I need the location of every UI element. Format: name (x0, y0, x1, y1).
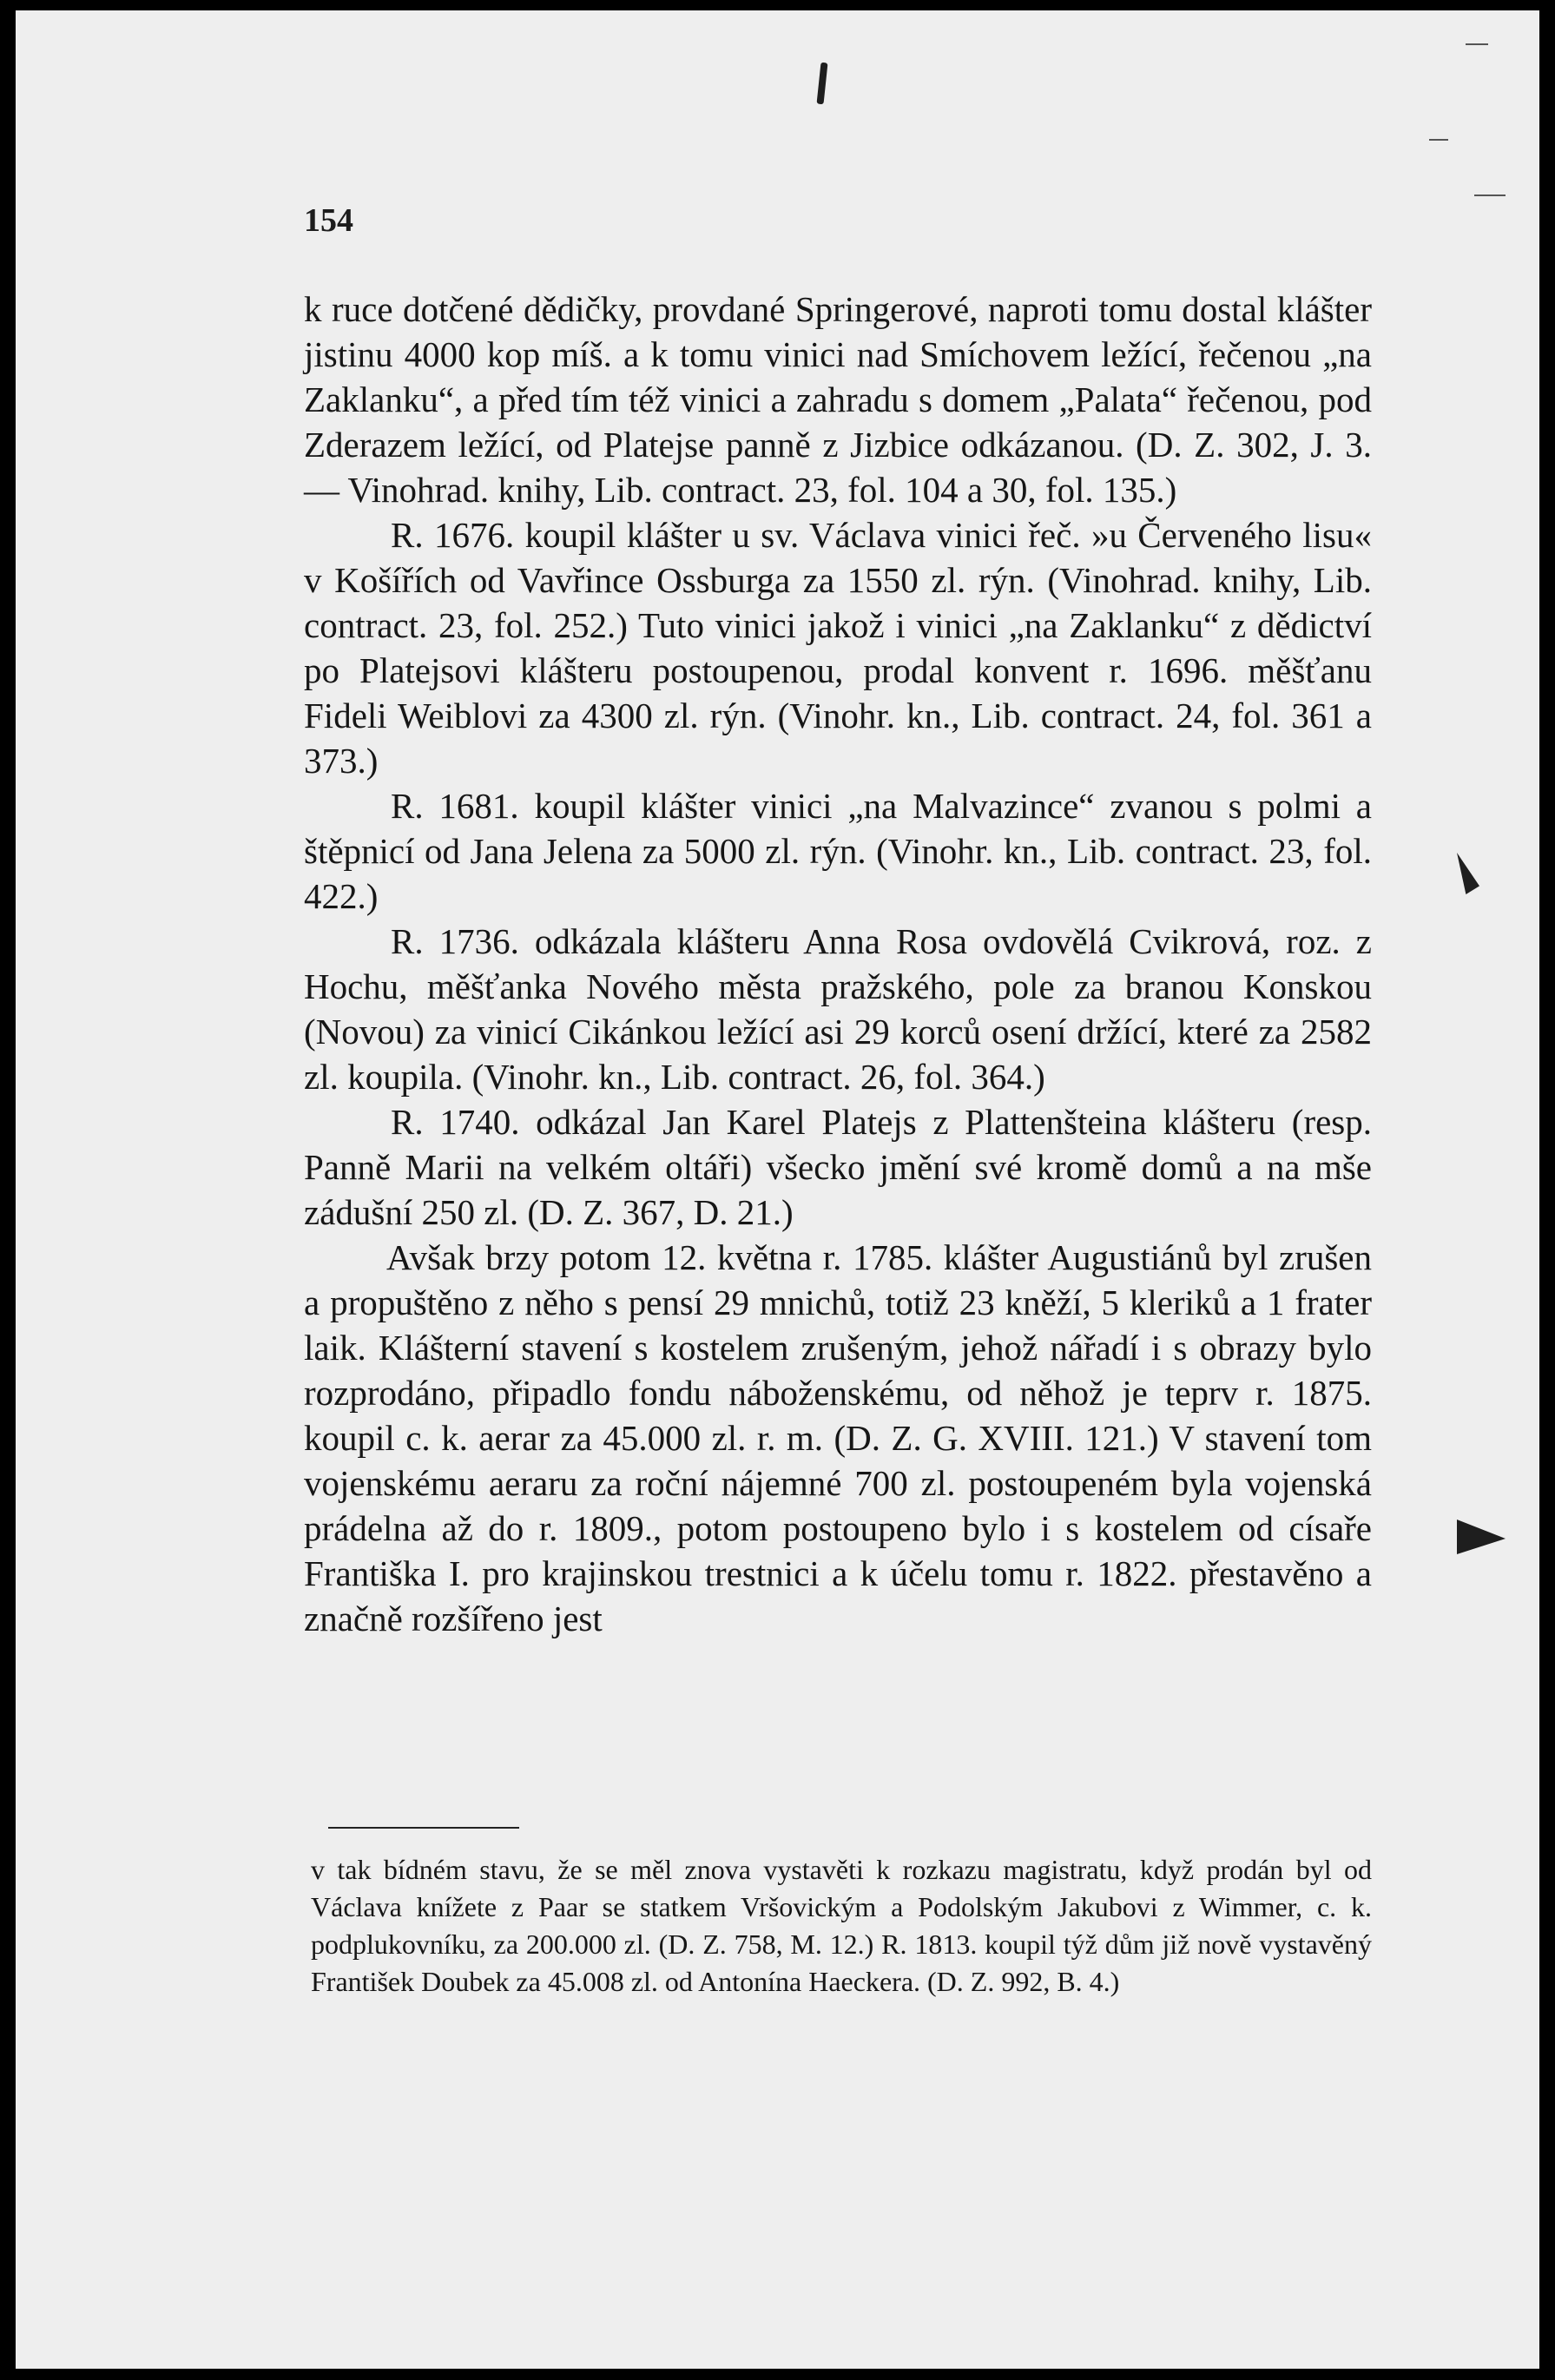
scan-speck (1474, 194, 1506, 196)
scan-speck (1429, 139, 1448, 141)
body-text (304, 287, 1372, 1641)
scan-mark-top (817, 63, 828, 105)
scanned-page (16, 10, 1539, 2369)
paragraph: R. 1681. koupil klášter vinici „na Malvazince“ zvanou s polmi a štěpnicí od Jana Jelena za 5000 zl. rýn. (Vinohr. kn., Lib. contract. 23, fol. 422.) (304, 786, 1372, 916)
paragraph: R. 1740. odkázal Jan Karel Platejs z Plattenšteina klášteru (resp. Panně Marii na velkém oltáři) všecko jmění své kromě domů a na mše zádušní 250 zl. (D. Z. 367, D. 21.) (304, 1102, 1372, 1232)
scan-mark-right (1457, 853, 1479, 894)
scan-speck (1466, 43, 1488, 45)
footnote-rule (328, 1827, 519, 1829)
footnote-text: v tak bídném stavu, že se měl znova vystavěti k rozkazu magistratu, když prodán byl od Václava knížete z Paar se statkem Vršovickým a Podolským Jakubovi z Wimmer, c. k. podplukovníku, za 200.000 zl. (D. Z. 758, M. 12.) R. 1813. koupil týž dům již nově vystavěný František Doubek za 45.008 zl. od Antonína Haeckera. (D. Z. 992, B. 4.) (311, 1854, 1372, 1997)
paragraph: R. 1676. koupil klášter u sv. Václava vinici řeč. »u Červeného lisu« v Košířích od Vavřince Ossburga za 1550 zl. rýn. (Vinohrad. knihy, Lib. contract. 23, fol. 252.) Tuto vinici jakož i vinici „na Zaklanku“ z dědictví po Platejsovi klášteru postoupenou, prodal konvent r. 1696. měšťanu Fideli Weiblovi za 4300 zl. rýn. (Vinohr. kn., Lib. contract. 24, fol. 361 a 373.) (304, 515, 1372, 781)
footnote (311, 1851, 1372, 2001)
page-number: 154 (304, 202, 353, 239)
scan-mark-right-lower (1457, 1520, 1506, 1554)
paragraph: Avšak brzy potom 12. května r. 1785. klášter Augustiánů byl zrušen a propuštěno z něho s pensí 29 mnichů, totiž 23 kněží, 5 kleriků a 1 frater laik. Klášterní stavení s kostelem zrušeným, jehož nářadí i s obrazy bylo rozprodáno, připadlo fondu náboženskému, od něhož je teprv r. 1875. koupil c. k. aerar za 45.000 zl. r. m. (D. Z. G. XVIII. 121.) V stavení tom vojenskému aeraru za roční nájemné 700 zl. postoupeném byla vojenská prádelna až do r. 1809., potom postoupeno bylo i s kostelem od císaře Františka I. pro krajinskou trestnici a k účelu tomu r. 1822. přestavěno a značně rozšířeno jest (304, 1237, 1372, 1638)
paragraph: k ruce dotčené dědičky, provdané Springerové, naproti tomu dostal klášter jistinu 4000 kop míš. a k tomu vinici nad Smíchovem ležící, řečenou „na Zaklanku“, a před tím též vinici a zahradu s domem „Palata“ řečenou, pod Zderazem ležící, od Platejse panně z Jizbice odkázanou. (D. Z. 302, J. 3. — Vinohrad. knihy, Lib. contract. 23, fol. 104 a 30, fol. 135.) (304, 289, 1372, 510)
paragraph: R. 1736. odkázala klášteru Anna Rosa ovdovělá Cvikrová, roz. z Hochu, měšťanka Nového města pražského, pole za branou Konskou (Novou) za vinicí Cikánkou ležící asi 29 korců osení držící, které za 2582 zl. koupila. (Vinohr. kn., Lib. contract. 26, fol. 364.) (304, 921, 1372, 1097)
